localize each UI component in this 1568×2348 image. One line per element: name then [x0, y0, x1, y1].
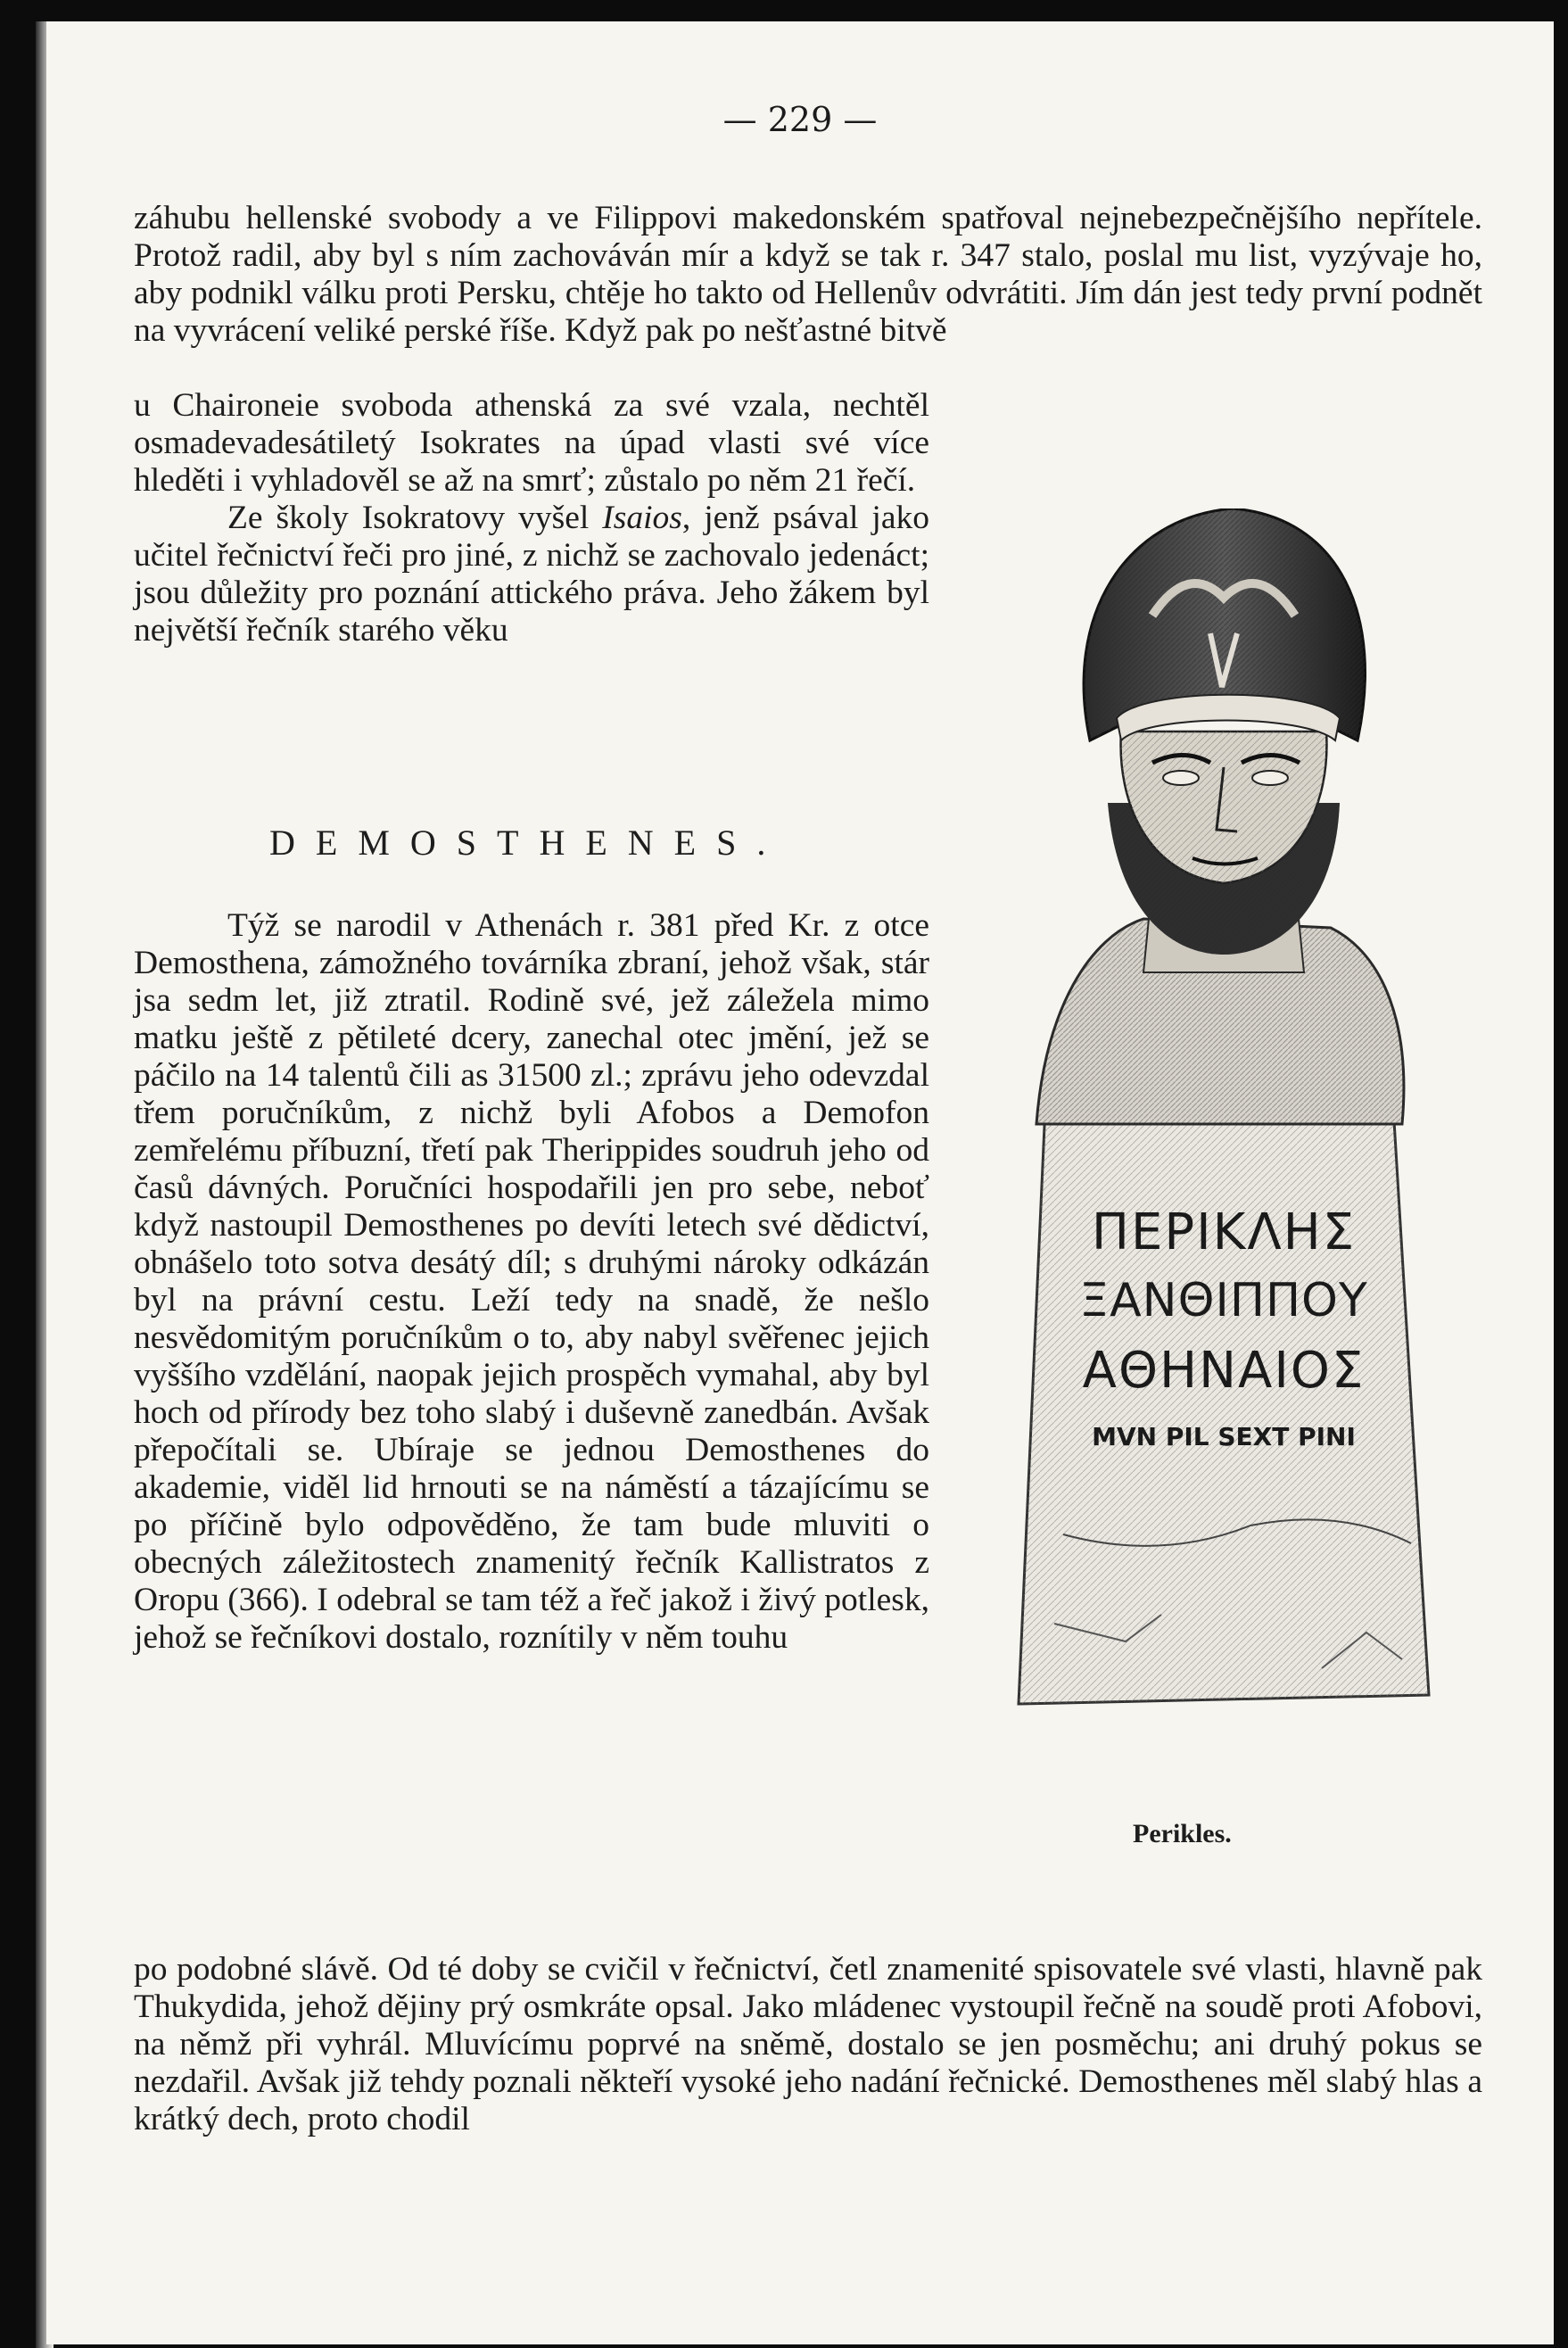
paragraph: záhubu hellenské svobody a ve Filippovi makedonském spatřoval nejnebezpečnějšího nepřítele. Protož radil, aby byl s ním zachováván mír a když se tak r. 347 stalo, poslal mu list, vyzývaje ho, aby podnikl válku proti Persku, chtěje ho takto od Hellenův odvrátiti. Jím dán jest tedy první podnět na vyvrácení veliké perské říše. Když pak po nešťastné bitvě: [134, 200, 1482, 349]
inscription-line: MVN PIL SEXT PINI: [1092, 1422, 1356, 1451]
narrow-paragraph-block: [134, 387, 929, 649]
perikles-bust-illustration: [983, 508, 1482, 1749]
paragraph: po podobné slávě. Od té doby se cvičil v řečnictví, četl znamenité spisovatele své vlasti, hlavně pak Thukydida, jehož dějiny prý osmkráte opsal. Jako mládenec vystoupil řečně na soudě proti Afobovi, na němž při vyhrál. Mluvícímu poprvé na sněmě, dostalo se jen posměchu; ani druhý pokus se nezdařil. Avšak již tehdy poznali někteří vysoké jeho nadání řečnické. Demosthenes měl slabý hlas a krátký dech, proto chodil: [134, 1951, 1482, 2137]
inscription-line: ΞΑΝΘΙΠΠΟΥ: [1079, 1274, 1368, 1327]
isaios-paragraph: [134, 500, 929, 649]
page-number: — 229 —: [722, 100, 878, 139]
demosthenes-paragraph-block: [134, 907, 929, 1657]
bottom-paragraph-block: [134, 1951, 1482, 2138]
paragraph: u Chaironeie svoboda athenská za své vzala, nechtěl osmadevadesátiletý Isokrates na úpad vlasti své více hleděti i vyhladověl se až na smrť; zůstalo po něm 21 řečí.: [134, 387, 929, 499]
isaios-text-post: , jenž psával jako učitel řečnictví řeči pro jiné, z nichž se zachovalo jedenáct; jsou důležity pro poznání attického práva. Jeho žákem byl největší řečník starého věku: [134, 500, 929, 649]
isaios-name: Isaios: [602, 500, 682, 536]
perikles-bust-figure: [983, 508, 1482, 1749]
section-heading: DEMOSTHENES.: [269, 823, 787, 863]
inscription-line: ΠΕΡΙΚΛΗΣ: [1091, 1203, 1357, 1261]
isaios-text-pre: Ze školy Isokratovy vyšel: [227, 500, 603, 536]
paragraph: Týž se narodil v Athenách r. 381 před Kr. z otce Demosthena, zámožného továrníka zbraní, jehož však, stár jsa sedm let, již ztratil. Rodině své, jež záležela mimo matku ještě z pětileté dcery, zanechal otec jmění, jež se páčilo na 14 talentů čili as 31500 zl.; zprávu jeho odevzdal třem poručníkům, z nichž byli Afobos a Demofon zemřelému příbuzní, třetí pak Therippides soudruh jeho od časů dávných. Poručníci hospodařili jen pro sebe, neboť když nastoupil Demosthenes po devíti letech své dědictví, obnášelo toto sotva desátý díl; s druhými nároky odkázán byl na právní cestu. Leží tedy na snadě, že nešlo nesvědomitým poručníkům o to, aby nabyl svěřenec jejich vyššího vzdělání, naopak jejich prospěch vymahal, aby byl hoch od přírody bez toho slabý i duševně zanedbán. Avšak přepočítali se. Ubíraje se jednou Demosthenes do akademie, viděl lid hrnouti se na náměstí a tázajícímu se po příčině bylo odpověděno, že tam bude mluviti o obecných záležitostech znamenitý řečník Kallistratos z Oropu (366). I odebral se tam též a řeč jakož i živý potlesk, jehož se řečníkovi dostalo, roznítily v něm touhu: [134, 907, 929, 1656]
top-paragraph-block: [134, 200, 1482, 350]
book-page: [46, 21, 1554, 2344]
inscription-line: ΑΘΗΝΑΙΟΣ: [1082, 1342, 1366, 1400]
figure-caption: Perikles.: [1133, 1819, 1232, 1848]
